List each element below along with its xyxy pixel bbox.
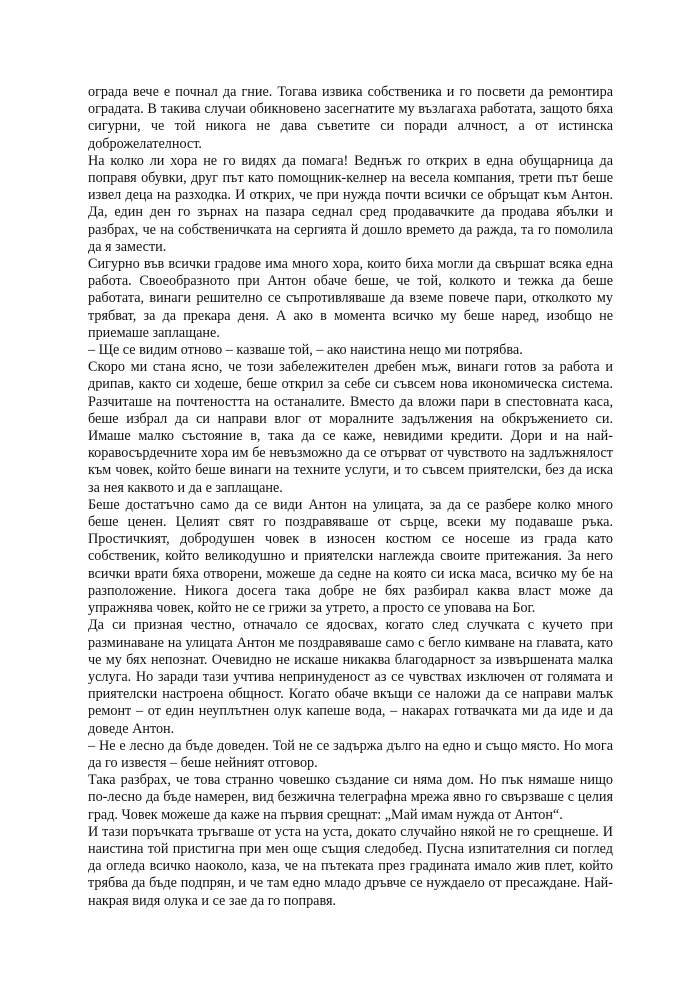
- paragraph: И тази поръчката тръгваше от уста на уста, докато случайно някой не го срещнеше. И наистина той пристигна при мен още същия следобед. Пусна изпитателния си поглед да огледа всичко наоколо, каза, че на пътеката през градината имало жив плет, който трябва да бъде подпрян, и че там едно младо дръвче се нуждаело от пресаждане. Най-накрая видя олука и се зае да го поправя.: [88, 823, 613, 909]
- paragraph: – Не е лесно да бъде доведен. Той не се задържа дълго на едно и също място. Но мога да го известя – беше нейният отговор.: [88, 737, 613, 771]
- body-text: [88, 84, 613, 910]
- paragraph: Сигурно във всички градове има много хора, които биха могли да свършат всяка една работа. Своеобразното при Антон обаче беше, че той, колкото и тежка да беше работата, винаги решително се съпротивляваше да вземе повече пари, отколкото му трябват, за да прекара деня. А ако в момента всичко му беше наред, изобщо не приемаше заплащане.: [88, 256, 613, 341]
- paragraph: На колко ли хора не го видях да помага! Веднъж го открих в една обущарница да поправя обувки, друг път като помощник-келнер на весела компания, трети път беше извел деца на разходка. И открих, че при нужда почти всички се обръщат към Антон. Да, един ден го зърнах на пазара седнал сред продавачките да продава ябълки и разбрах, че на собственичката на сергията й дошло времето да ражда, та го помолила да я замести.: [88, 152, 613, 255]
- paragraph: ограда вече е почнал да гние. Тогава извика собственика и го посвети да ремонтира оградата. В такива случаи обикновено засегнатите му възлагаха работата, защото бяха сигурни, че той никога не дава съветите си поради алчност, а от истинска доброжелателност.: [88, 84, 613, 152]
- paragraph: Скоро ми стана ясно, че този забележителен дребен мъж, винаги готов за работа и дрипав, както си ходеше, беше открил за себе си съвсем нова икономическа система. Разчиташе на почтеността на останалите. Вместо да вложи пари в спестовната каса, беше избрал да си направи влог от моралните задължения на обкръжението си. Имаше малко състояние в, така да се каже, невидими кредити. Дори и на най-коравосърдечните хора им бе невъзможно да се отърват от чувството на задлъжнялост към човек, който беше винаги на техните услуги, и то съвсем приятелски, без да иска за нея каквото и да е заплащане.: [88, 359, 613, 496]
- paragraph: – Ще се видим отново – казваше той, – ако наистина нещо ми потрябва.: [88, 342, 523, 359]
- paragraph: Беше достатъчно само да се види Антон на улицата, за да се разбере колко много беше ценен. Целият свят го поздравяваше от сърце, всеки му подаваше ръка. Простичкият, добродушен човек в износен костюм се носеше из града като собственик, който великодушно и приятелски наглежда своите притежания. За него всички врати бяха отворени, можеше да седне на която си иска маса, всичко му бе на разположение. Никога досега така добре не бях разбирал каква власт може да упражнява човек, който не се грижи за утрето, а просто се уповава на Бог.: [88, 496, 613, 617]
- paragraph: Така разбрах, че това странно човешко създание си няма дом. Но пък нямаше нищо по-лесно да бъде намерен, вид безжична телеграфна мрежа явно го свързваше с целия град. Човек можеше да каже на първия срещнат: „Май имам нужда от Антон“.: [88, 772, 613, 823]
- paragraph: Да си призная честно, отначало се ядосвах, когато след случката с кучето при разминаване на улицата Антон ме поздравяваше само с бегло кимване на главата, като че му бях непознат. Очевидно не искаше никаква благодарност за извършената малка услуга. Но заради тази учтива непринуденост аз се чувствах изключен от голямата и приятелски настроена общност. Когато обаче вкъщи се наложи да се направи малък ремонт – от един неуплътнен олук капеше вода, – накарах готвачката ми да иде и да доведе Антон.: [88, 617, 613, 737]
